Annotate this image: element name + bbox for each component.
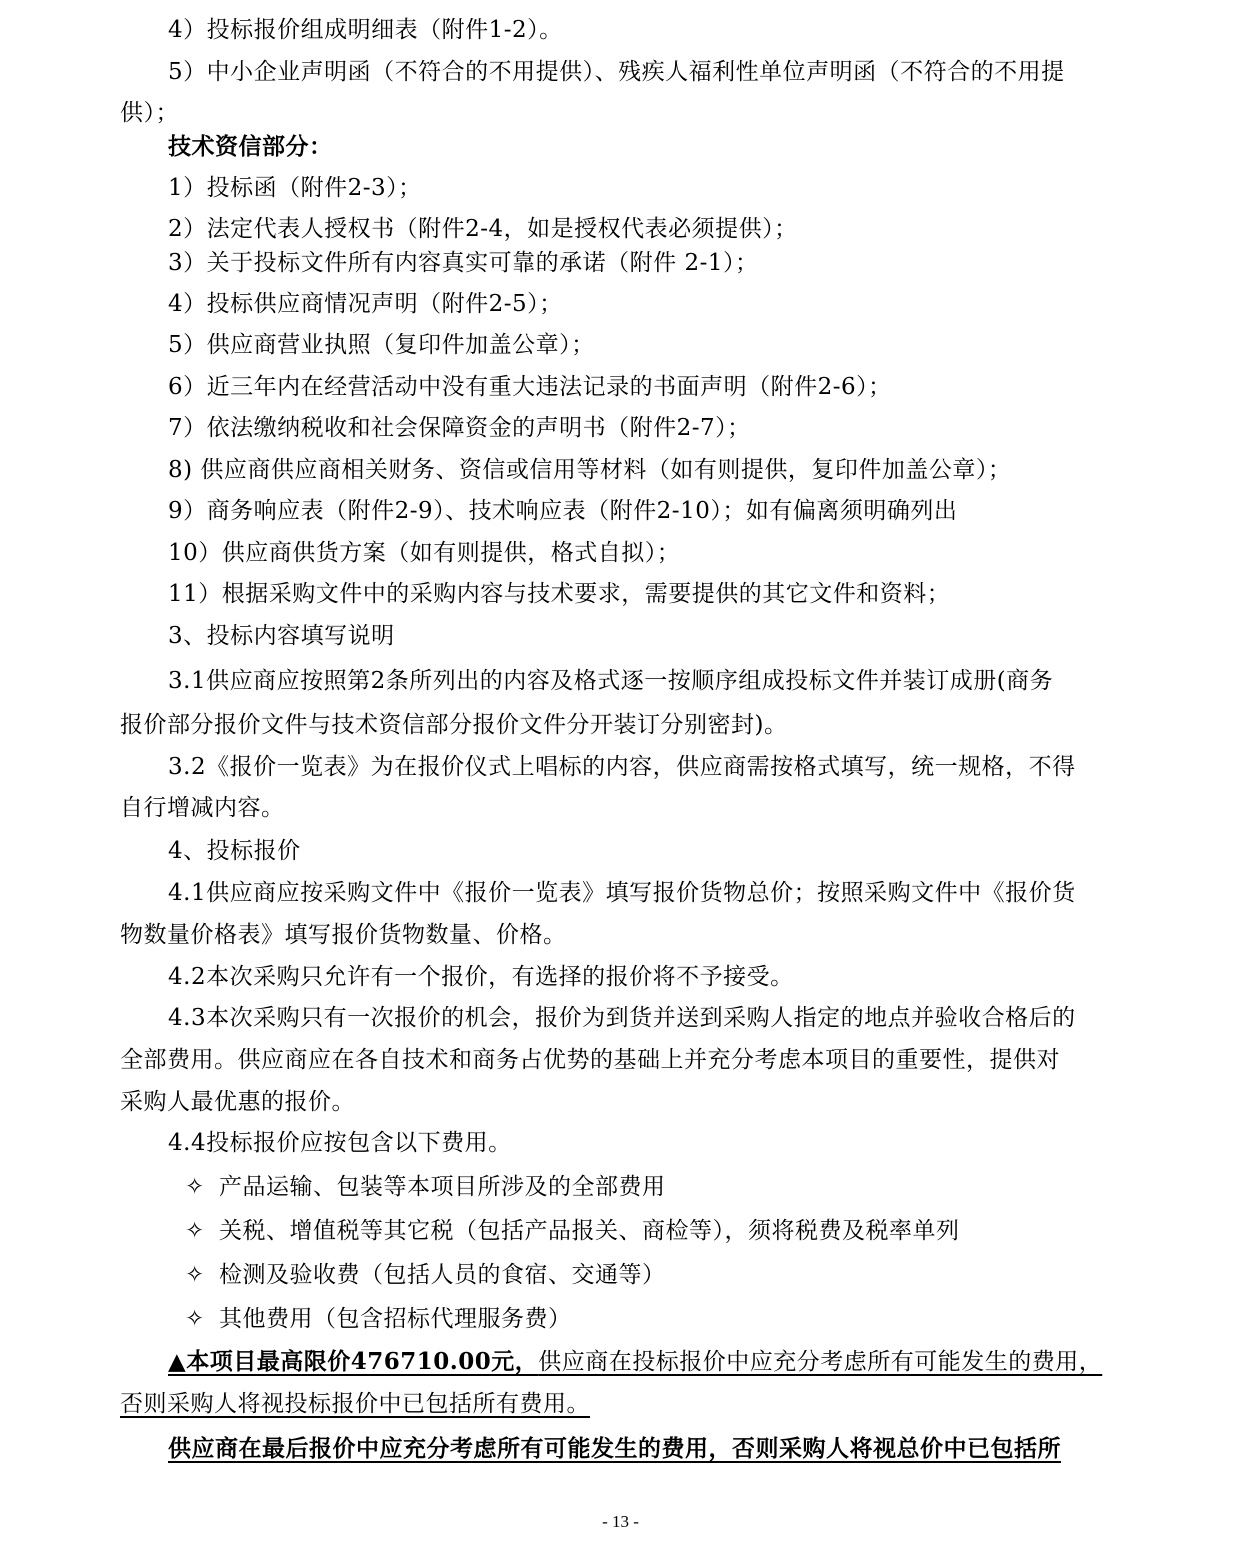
text-line: 5）中小企业声明函（不符合的不用提供）、残疾人福利性单位声明函（不符合的不用提 — [168, 59, 1065, 85]
text-line: 3）关于投标文件所有内容真实可靠的承诺（附件 2-1）； — [168, 250, 759, 276]
bullet-item — [185, 1216, 960, 1246]
page-number: - 13 - — [602, 1512, 639, 1531]
text-line: 采购人最优惠的报价。 — [120, 1089, 355, 1115]
diamond-star-icon: ✧ — [185, 1218, 205, 1244]
text-line: 4.2本次采购只允许有一个报价，有选择的报价将不予接受。 — [168, 964, 794, 990]
text-line: 4.1供应商应按采购文件中《报价一览表》填写报价货物总价；按照采购文件中《报价货 — [168, 880, 1076, 906]
text-line: 自行增减内容。 — [120, 795, 285, 821]
price-limit-notice — [168, 1347, 1102, 1377]
price-limit-bold: ▲本项目最高限价476710.00元， — [168, 1348, 539, 1375]
final-price-notice: 供应商在最后报价中应充分考虑所有可能发生的费用，否则采购人将视总价中已包括所 — [168, 1435, 1061, 1462]
section-heading: 4、投标报价 — [168, 838, 301, 864]
text-line: 4.4投标报价应按包含以下费用。 — [168, 1130, 512, 1156]
text-line: 5）供应商营业执照（复印件加盖公章）； — [168, 332, 595, 358]
section-heading: 3、投标内容填写说明 — [168, 623, 395, 649]
diamond-star-icon: ✧ — [185, 1306, 205, 1332]
diamond-star-icon: ✧ — [185, 1174, 205, 1200]
text-line: 4.3本次采购只有一次报价的机会，报价为到货并送到采购人指定的地点并验收合格后的 — [168, 1005, 1076, 1031]
text-line: 11）根据采购文件中的采购内容与技术要求，需要提供的其它文件和资料； — [168, 581, 951, 607]
text-line: 供）； — [120, 100, 179, 126]
diamond-star-icon: ✧ — [185, 1262, 205, 1288]
price-limit-notice-cont: 否则采购人将视投标报价中已包括所有费用。 — [120, 1391, 590, 1417]
price-limit-text: 供应商在投标报价中应充分考虑所有可能发生的费用， — [538, 1349, 1103, 1375]
section-heading: 技术资信部分： — [168, 133, 333, 160]
text-line: 6）近三年内在经营活动中没有重大违法记录的书面声明（附件2-6）； — [168, 374, 892, 400]
bullet-text: 产品运输、包装等本项目所涉及的全部费用 — [219, 1174, 666, 1200]
text-line: 8) 供应商供应商相关财务、资信或信用等材料（如有则提供，复印件加盖公章）； — [168, 457, 1012, 483]
text-line: 4）投标报价组成明细表（附件1-2）。 — [168, 17, 563, 43]
bullet-item — [185, 1260, 666, 1290]
bullet-item — [185, 1172, 666, 1202]
text-line: 全部费用。供应商应在各自技术和商务占优势的基础上并充分考虑本项目的重要性，提供对 — [120, 1047, 1060, 1073]
text-line: 3.1供应商应按照第2条所列出的内容及格式逐一按顺序组成投标文件并装订成册(商务 — [168, 668, 1054, 694]
text-line: 7）依法缴纳税收和社会保障资金的声明书（附件2-7）； — [168, 415, 751, 441]
bullet-text: 其他费用（包含招标代理服务费） — [219, 1306, 572, 1332]
bullet-text: 检测及验收费（包括人员的食宿、交通等） — [219, 1262, 666, 1288]
text-line: 物数量价格表》填写报价货物数量、价格。 — [120, 922, 567, 948]
text-line: 9）商务响应表（附件2-9）、技术响应表（附件2-10）；如有偏离须明确列出 — [168, 498, 958, 524]
text-line: 报价部分报价文件与技术资信部分报价文件分开装订分别密封)。 — [120, 712, 788, 738]
text-line: 4）投标供应商情况声明（附件2-5）； — [168, 291, 563, 317]
bullet-text: 关税、增值税等其它税（包括产品报关、商检等），须将税费及税率单列 — [219, 1218, 960, 1244]
text-line: 1）投标函（附件2-3）； — [168, 175, 422, 201]
text-line: 10）供应商供货方案（如有则提供，格式自拟）； — [168, 540, 681, 566]
bullet-item — [185, 1304, 572, 1334]
text-line: 3.2《报价一览表》为在报价仪式上唱标的内容，供应商需按格式填写，统一规格，不得 — [168, 754, 1076, 780]
text-line: 2）法定代表人授权书（附件2-4，如是授权代表必须提供）； — [168, 216, 798, 242]
